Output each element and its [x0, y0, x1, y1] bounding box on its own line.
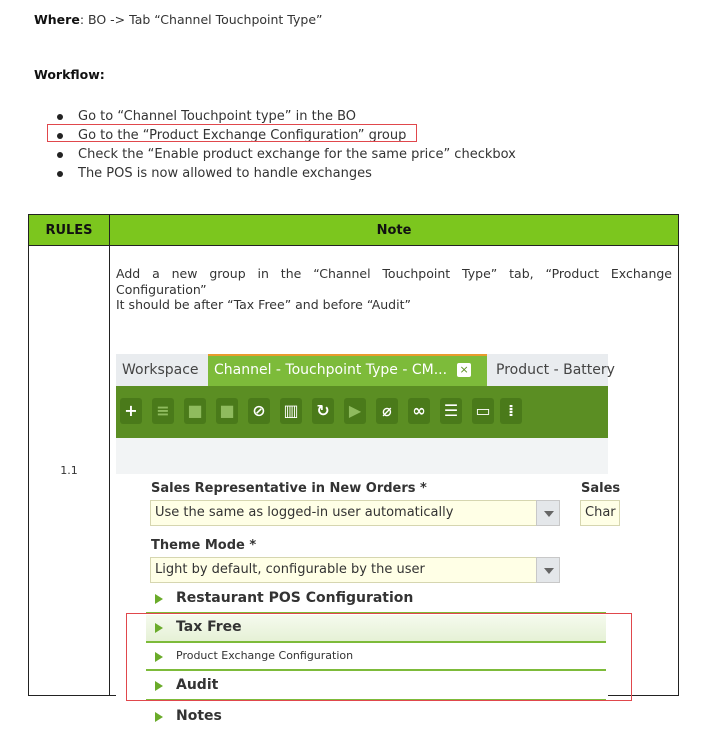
form-view-icon[interactable]: ▭ — [472, 398, 494, 424]
chevron-down-icon[interactable] — [536, 557, 560, 583]
note-header: Note — [110, 215, 679, 246]
chevron-down-icon[interactable] — [536, 500, 560, 526]
group-restaurant-pos[interactable] — [146, 586, 606, 612]
group-label: Product Exchange Configuration — [176, 649, 354, 662]
tab-channel-touchpoint[interactable] — [208, 354, 487, 386]
workflow-step: The POS is now allowed to handle exchanges — [56, 165, 516, 184]
export-icon[interactable]: ▶ — [344, 398, 366, 424]
where-line — [34, 12, 323, 27]
refresh-icon[interactable]: ↻ — [312, 398, 334, 424]
group-label: Tax Free — [176, 619, 242, 635]
tab-workspace[interactable]: Workspace — [122, 362, 199, 378]
sales-rep-select[interactable] — [150, 500, 560, 526]
sales-rep-label: Sales Representative in New Orders * — [151, 481, 427, 496]
workflow-heading: Workflow: — [34, 67, 105, 82]
tab-bar — [116, 354, 615, 386]
note-text — [116, 266, 672, 313]
grid-toggle-icon[interactable]: ⁞ — [500, 398, 522, 424]
rules-table — [28, 214, 679, 724]
close-icon[interactable]: × — [457, 363, 471, 377]
toolbar-strip — [116, 438, 608, 474]
toolbar — [116, 386, 608, 438]
annotation-highlight-box — [126, 613, 632, 701]
theme-mode-label: Theme Mode * — [151, 538, 257, 553]
tab-product-battery[interactable]: Product - Battery — [496, 362, 615, 378]
save-icon[interactable]: ■ — [184, 398, 206, 424]
workflow-step: Go to the “Product Exchange Configuration” group — [56, 127, 516, 146]
note-line-1: Add a new group in the “Channel Touchpoint Type” tab, “Product Exchange Configuration” — [116, 266, 672, 297]
tab-label: Channel - Touchpoint Type - CM... — [214, 362, 448, 378]
workflow-list — [56, 108, 516, 184]
cancel-icon[interactable]: ⊘ — [248, 398, 270, 424]
workflow-step: Check the “Enable product exchange for the same price” checkbox — [56, 146, 516, 165]
note-line-2: It should be after “Tax Free” and before “Audit” — [116, 297, 411, 312]
embedded-screenshot — [116, 354, 621, 724]
theme-mode-value: Light by default, configurable by the user — [155, 562, 425, 577]
group-label: Restaurant POS Configuration — [176, 590, 414, 606]
note-cell — [110, 246, 679, 724]
new-record-icon[interactable]: + — [120, 398, 142, 424]
attachment-icon[interactable]: ⌀ — [376, 398, 398, 424]
expand-arrow-icon — [155, 712, 163, 722]
sales-select[interactable] — [580, 500, 620, 526]
sales-value: Char — [585, 505, 616, 520]
process-icon[interactable]: ☰ — [440, 398, 462, 424]
group-label: Audit — [176, 677, 219, 693]
sales-rep-value: Use the same as logged-in user automatically — [155, 505, 454, 520]
delete-icon[interactable]: ▥ — [280, 398, 302, 424]
table-header-row — [29, 215, 679, 246]
grid-view-icon[interactable]: ≡ — [152, 398, 174, 424]
table-row — [29, 246, 679, 696]
rules-header: RULES — [29, 215, 110, 246]
group-label: Notes — [176, 708, 222, 724]
theme-mode-select[interactable] — [150, 557, 560, 583]
where-text: : BO -> Tab “Channel Touchpoint Type” — [79, 12, 323, 27]
where-label: Where — [34, 12, 80, 27]
workflow-step: Go to “Channel Touchpoint type” in the BO — [56, 108, 516, 127]
expand-arrow-icon — [155, 594, 163, 604]
group-notes[interactable] — [146, 704, 606, 730]
rule-number: 1.1 — [29, 246, 110, 696]
link-icon[interactable]: ∞ — [408, 398, 430, 424]
sales-label: Sales — [581, 481, 621, 496]
save-close-icon[interactable]: ■ — [216, 398, 238, 424]
workflow-step-highlight — [47, 124, 417, 142]
